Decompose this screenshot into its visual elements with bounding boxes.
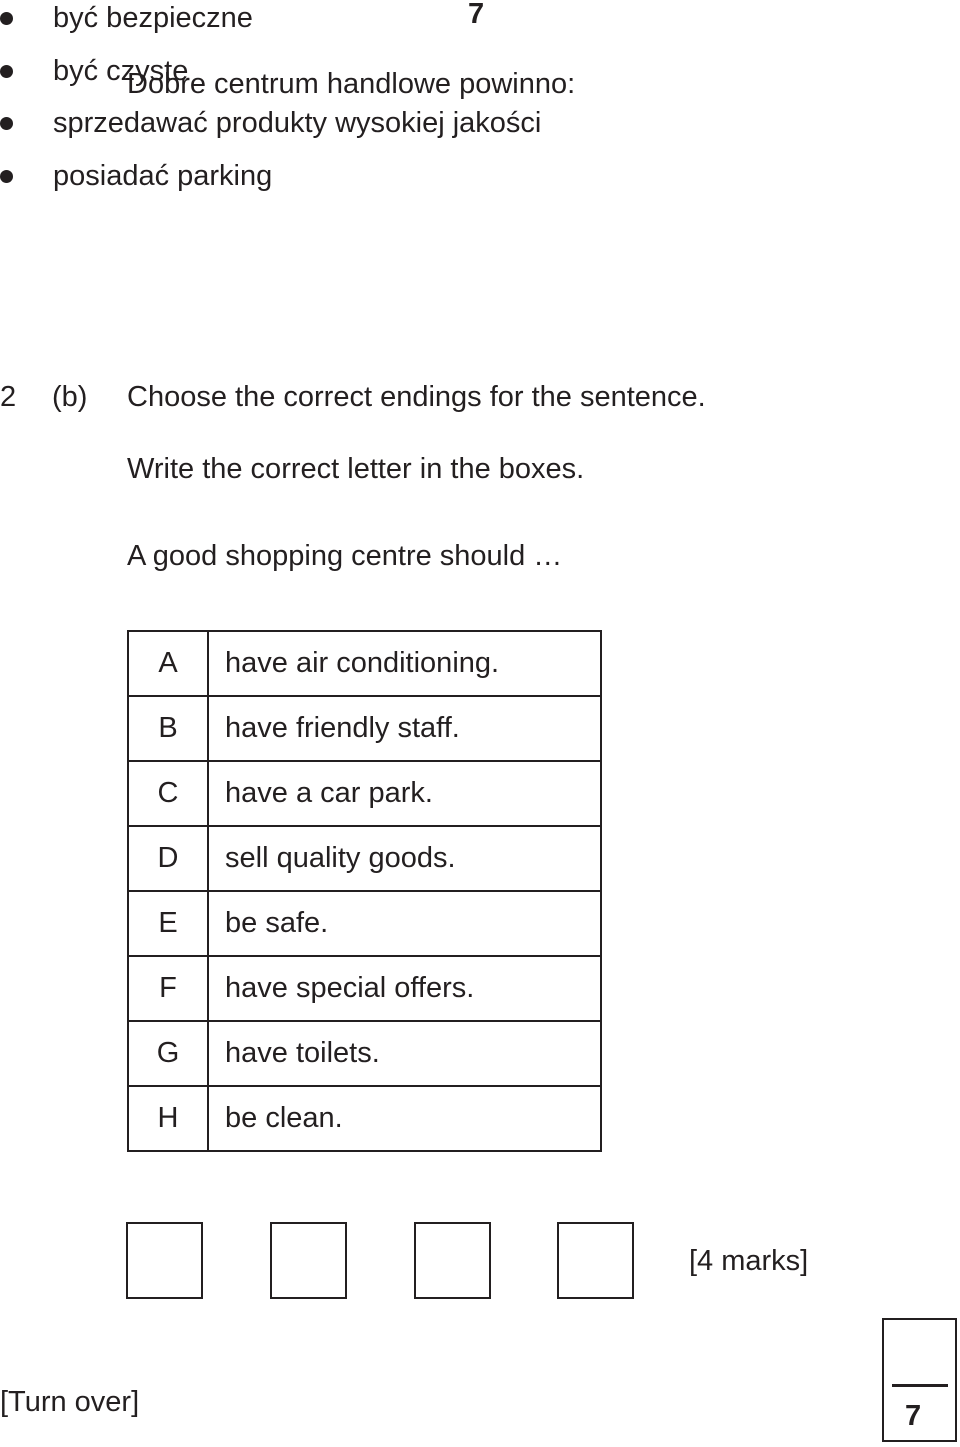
- page-number: 7: [468, 0, 485, 30]
- option-letter: H: [128, 1086, 208, 1151]
- option-letter: D: [128, 826, 208, 891]
- question-number: 2: [0, 381, 17, 413]
- answer-box-2[interactable]: [270, 1222, 347, 1299]
- instruction-choose: Choose the correct endings for the sentence.: [127, 381, 706, 413]
- option-row: [128, 631, 601, 696]
- option-row: [128, 956, 601, 1021]
- marks-label: [4 marks]: [689, 1245, 809, 1277]
- bullet-item: [0, 105, 960, 158]
- bullet-item: [0, 0, 960, 53]
- polish-heading: Dobre centrum handlowe powinno:: [127, 68, 576, 100]
- sentence-stem: A good shopping centre should …: [127, 540, 563, 572]
- bullet-icon: [0, 117, 13, 130]
- bullet-text: posiadać parking: [53, 159, 273, 192]
- answer-box-1[interactable]: [126, 1222, 203, 1299]
- bullet-item: [0, 53, 960, 106]
- option-row: [128, 761, 601, 826]
- option-row: [128, 891, 601, 956]
- answer-box-3[interactable]: [414, 1222, 491, 1299]
- bullet-icon: [0, 12, 13, 25]
- turn-over-label: [Turn over]: [0, 1386, 140, 1418]
- option-letter: C: [128, 761, 208, 826]
- option-text: have toilets.: [208, 1021, 601, 1086]
- option-text: have air conditioning.: [208, 631, 601, 696]
- option-letter: B: [128, 696, 208, 761]
- bullet-icon: [0, 65, 13, 78]
- option-text: sell quality goods.: [208, 826, 601, 891]
- option-row: [128, 1086, 601, 1151]
- option-letter: E: [128, 891, 208, 956]
- option-text: be safe.: [208, 891, 601, 956]
- option-text: have special offers.: [208, 956, 601, 1021]
- score-divider: [892, 1384, 948, 1387]
- bullet-item: [0, 158, 960, 211]
- question-part: (b): [52, 381, 88, 413]
- option-text: have friendly staff.: [208, 696, 601, 761]
- option-letter: A: [128, 631, 208, 696]
- bullet-text: sprzedawać produkty wysokiej jakości: [53, 107, 542, 139]
- score-total: 7: [905, 1400, 922, 1432]
- bullet-text: być bezpieczne: [53, 2, 253, 34]
- option-text: be clean.: [208, 1086, 601, 1151]
- option-row: [128, 1021, 601, 1086]
- option-letter: G: [128, 1021, 208, 1086]
- instruction-write: Write the correct letter in the boxes.: [127, 453, 585, 485]
- option-text: have a car park.: [208, 761, 601, 826]
- bullet-text: być czyste: [53, 54, 189, 87]
- option-letter: F: [128, 956, 208, 1021]
- options-table: [127, 630, 602, 1152]
- polish-bullet-list: [0, 0, 960, 210]
- option-row: [128, 696, 601, 761]
- bullet-icon: [0, 170, 13, 183]
- option-row: [128, 826, 601, 891]
- answer-box-4[interactable]: [557, 1222, 634, 1299]
